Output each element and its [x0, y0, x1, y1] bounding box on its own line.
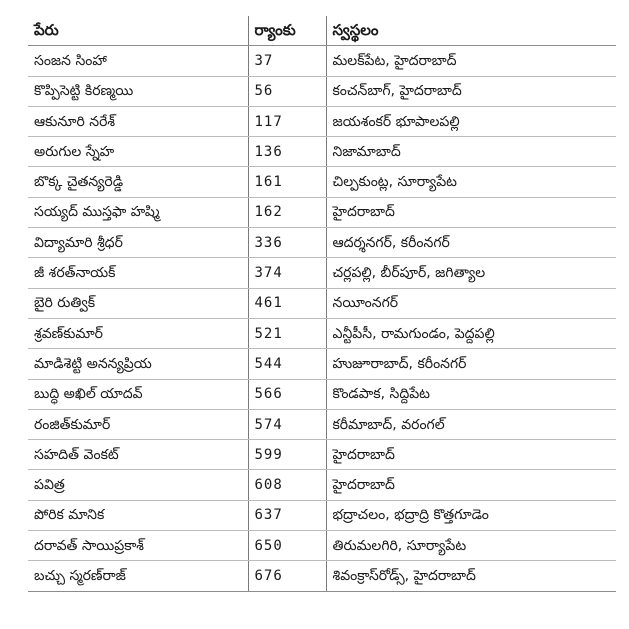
cell-name: దరావత్‌ సాయిప్రకాశ్‌ — [28, 531, 248, 561]
cell-rank: 544 — [248, 349, 326, 379]
table-row — [28, 228, 616, 258]
cell-place: హైదరాబాద్‌ — [326, 470, 616, 500]
cell-name: బచ్చు స్మరణ్‌రాజ్‌ — [28, 561, 248, 591]
cell-rank: 117 — [248, 106, 326, 136]
header-rank: ర్యాంకు — [248, 16, 326, 46]
cell-rank: 599 — [248, 440, 326, 470]
table-row — [28, 106, 616, 136]
header-name: పేరు — [28, 16, 248, 46]
header-place: స్వస్థలం — [326, 16, 616, 46]
cell-place: భద్రాచలం, భద్రాద్రి కొత్తగూడెం — [326, 500, 616, 530]
table-row — [28, 379, 616, 409]
table-row — [28, 318, 616, 348]
table-row — [28, 76, 616, 106]
cell-place: జయశంకర్‌ భూపాలపల్లి — [326, 106, 616, 136]
cell-name: పోరిక మానిక — [28, 500, 248, 530]
cell-rank: 162 — [248, 197, 326, 227]
cell-name: బుద్ధి అఖిల్‌ యాదవ్‌ — [28, 379, 248, 409]
cell-place: ఎన్టీపీసీ, రామగుండం, పెద్దపల్లి — [326, 318, 616, 348]
table-row — [28, 197, 616, 227]
cell-name: అరుగుల స్నేహ — [28, 137, 248, 167]
table-row — [28, 167, 616, 197]
cell-name: బైరి రుత్విక్‌ — [28, 288, 248, 318]
table-body — [28, 46, 616, 591]
cell-rank: 37 — [248, 46, 326, 76]
cell-name: బొక్క చైతన్యరెడ్డి — [28, 167, 248, 197]
cell-place: హైదరాబాద్‌ — [326, 440, 616, 470]
rank-table — [28, 16, 616, 592]
cell-place: నిజామాబాద్‌ — [326, 137, 616, 167]
cell-rank: 566 — [248, 379, 326, 409]
cell-rank: 336 — [248, 228, 326, 258]
cell-place: శివంక్రాస్‌రోడ్స్‌, హైదరాబాద్‌ — [326, 561, 616, 591]
cell-name: సహదిత్‌ వెంకట్‌ — [28, 440, 248, 470]
cell-name: జీ శరత్‌నాయక్‌ — [28, 258, 248, 288]
cell-rank: 374 — [248, 258, 326, 288]
cell-name: కొప్పిసెట్టి కిరణ్మయి — [28, 76, 248, 106]
cell-name: పవిత్ర — [28, 470, 248, 500]
cell-place: చిల్పకుంట్ల, సూర్యాపేట — [326, 167, 616, 197]
table-row — [28, 288, 616, 318]
cell-place: కరీమాబాద్‌, వరంగల్‌ — [326, 409, 616, 439]
table-row — [28, 500, 616, 530]
table-row — [28, 349, 616, 379]
cell-rank: 637 — [248, 500, 326, 530]
cell-place: చర్లపల్లి, బీర్‌పూర్‌, జగిత్యాల — [326, 258, 616, 288]
table-row — [28, 46, 616, 76]
table-row — [28, 258, 616, 288]
cell-place: నయీంనగర్‌ — [326, 288, 616, 318]
cell-rank: 56 — [248, 76, 326, 106]
table-row — [28, 137, 616, 167]
cell-name: శ్రవణ్‌కుమార్‌ — [28, 318, 248, 348]
cell-name: విద్యామారి శ్రీధర్‌ — [28, 228, 248, 258]
cell-name: రంజిత్‌కుమార్‌ — [28, 409, 248, 439]
cell-name: సంజన సింహా — [28, 46, 248, 76]
cell-rank: 608 — [248, 470, 326, 500]
cell-rank: 650 — [248, 531, 326, 561]
table-row — [28, 440, 616, 470]
cell-rank: 136 — [248, 137, 326, 167]
cell-name: సయ్యద్‌ ముస్తఫా హష్మి — [28, 197, 248, 227]
cell-rank: 676 — [248, 561, 326, 591]
cell-place: ఆదర్శనగర్‌, కరీంనగర్‌ — [326, 228, 616, 258]
cell-place: కంచన్‌బాగ్‌, హైదరాబాద్‌ — [326, 76, 616, 106]
cell-rank: 521 — [248, 318, 326, 348]
table-header-row — [28, 16, 616, 46]
table-row — [28, 409, 616, 439]
cell-rank: 574 — [248, 409, 326, 439]
cell-place: హుజూరాబాద్‌, కరీంనగర్‌ — [326, 349, 616, 379]
cell-rank: 161 — [248, 167, 326, 197]
cell-place: మలక్‌పేట, హైదరాబాద్‌ — [326, 46, 616, 76]
cell-rank: 461 — [248, 288, 326, 318]
cell-place: తిరుమలగిరి, సూర్యాపేట — [326, 531, 616, 561]
cell-place: కొండపాక, సిద్దిపేట — [326, 379, 616, 409]
table-row — [28, 531, 616, 561]
cell-place: హైదరాబాద్‌ — [326, 197, 616, 227]
cell-name: ఆకునూరి నరేశ్‌ — [28, 106, 248, 136]
table-row — [28, 561, 616, 591]
table-row — [28, 470, 616, 500]
cell-name: మాడిశెట్టి అనన్యప్రియ — [28, 349, 248, 379]
